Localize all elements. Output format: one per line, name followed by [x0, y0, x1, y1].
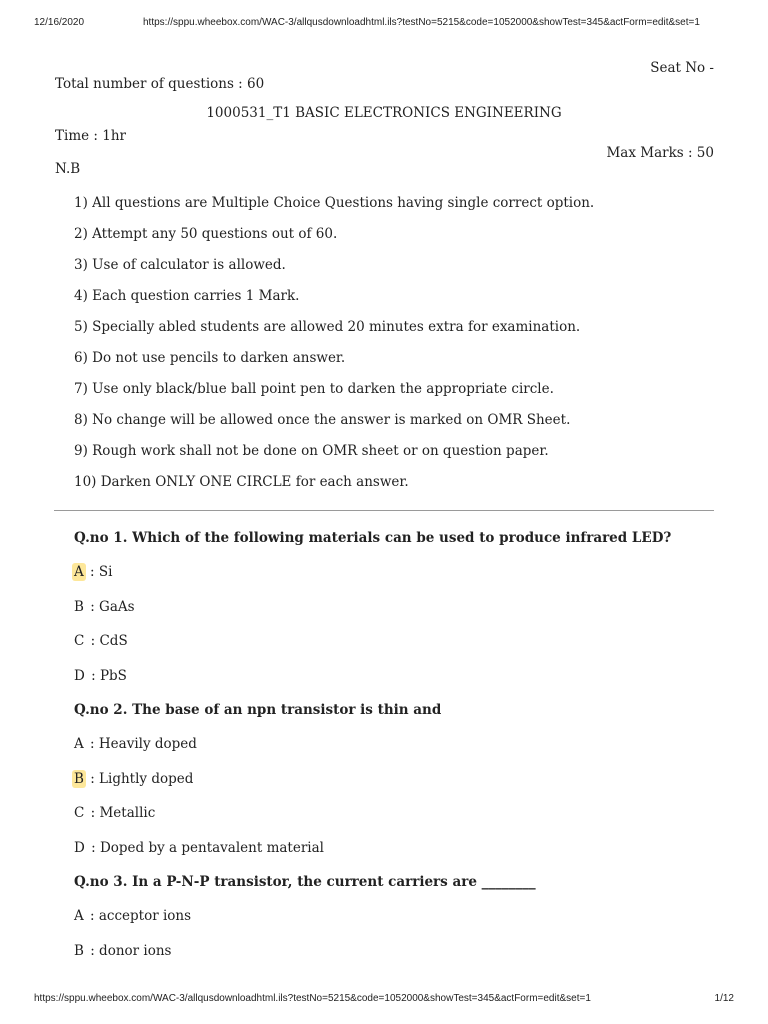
option-text: : Si — [85, 564, 113, 580]
instruction-item: 3) Use of calculator is allowed. — [74, 257, 286, 273]
option-text: : Doped by a pentavalent material — [86, 839, 324, 856]
option-text: : GaAs — [85, 598, 135, 615]
option-text: : Metallic — [86, 805, 156, 821]
option-d — [74, 839, 671, 874]
section-divider — [54, 510, 714, 511]
instructions-list — [74, 194, 594, 504]
option-letter: A — [74, 908, 84, 924]
total-questions: Total number of questions : 60 — [55, 76, 265, 92]
option-letter: C — [74, 633, 85, 649]
exam-title: 1000531_T1 BASIC ELECTRONICS ENGINEERING — [206, 105, 562, 121]
option-letter: A — [74, 564, 84, 580]
option-b — [74, 598, 671, 633]
question-text: Q.no 2. The base of an npn transistor is thin and — [74, 702, 442, 718]
question-2 — [74, 701, 671, 873]
option-letter: D — [74, 839, 85, 856]
option-text: : CdS — [86, 633, 128, 649]
question-3 — [74, 873, 671, 976]
option-a — [74, 563, 671, 598]
instruction-item: 7) Use only black/blue ball point pen to darken the appropriate circle. — [74, 381, 554, 397]
option-text: : PbS — [86, 667, 127, 684]
option-letter: B — [74, 598, 84, 615]
option-text: : acceptor ions — [85, 908, 192, 924]
instruction-item: 4) Each question carries 1 Mark. — [74, 288, 300, 304]
option-letter: C — [74, 805, 85, 821]
option-text: : donor ions — [85, 942, 172, 959]
option-b — [74, 770, 671, 805]
instruction-item: 1) All questions are Multiple Choice Questions having single correct option. — [74, 195, 595, 211]
print-url-header: https://sppu.wheebox.com/WAC-3/allqusdownloadhtml.ils?testNo=5215&code=1052000&showTest=345&actForm=edit&set=1 — [143, 17, 700, 28]
option-c — [74, 632, 671, 667]
option-text: : Heavily doped — [85, 736, 197, 752]
questions-list — [74, 529, 671, 976]
print-date: 12/16/2020 — [34, 17, 85, 28]
print-url-footer: https://sppu.wheebox.com/WAC-3/allqusdownloadhtml.ils?testNo=5215&code=1052000&showTest=345&actForm=edit&set=1 — [34, 993, 591, 1004]
option-letter: D — [74, 667, 85, 684]
option-c — [74, 804, 671, 839]
instruction-item: 6) Do not use pencils to darken answer. — [74, 350, 346, 366]
instruction-item: 8) No change will be allowed once the answer is marked on OMR Sheet. — [74, 412, 571, 428]
max-marks: Max Marks : 50 — [606, 145, 714, 161]
question-1 — [74, 529, 671, 701]
question-text: Q.no 1. Which of the following materials can be used to produce infrared LED? — [74, 530, 672, 546]
instruction-item: 10) Darken ONLY ONE CIRCLE for each answer. — [74, 474, 409, 490]
nota-bene-label: N.B — [55, 161, 81, 177]
instruction-item: 2) Attempt any 50 questions out of 60. — [74, 226, 338, 242]
option-a — [74, 907, 671, 942]
option-d — [74, 667, 671, 702]
instruction-item: 9) Rough work shall not be done on OMR sheet or on question paper. — [74, 443, 549, 459]
option-b — [74, 942, 671, 977]
option-letter: A — [74, 736, 84, 752]
option-a — [74, 735, 671, 770]
option-letter: B — [74, 942, 84, 959]
option-text: : Lightly doped — [85, 770, 194, 787]
instruction-item: 5) Specially abled students are allowed 20 minutes extra for examination. — [74, 319, 581, 335]
exam-time: Time : 1hr — [55, 128, 126, 144]
option-letter: B — [74, 770, 84, 787]
page-number: 1/12 — [714, 993, 734, 1004]
question-text: Q.no 3. In a P-N-P transistor, the current carriers are ________ — [74, 874, 536, 890]
seat-number-label: Seat No - — [650, 60, 714, 76]
